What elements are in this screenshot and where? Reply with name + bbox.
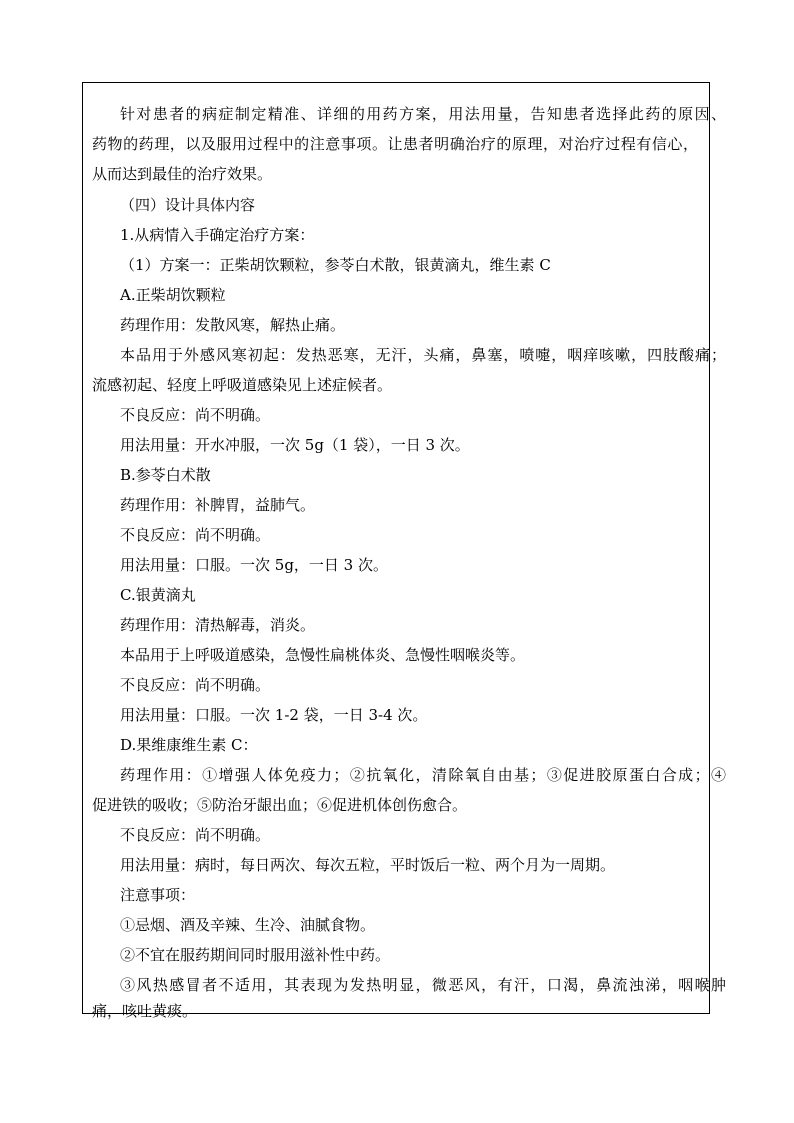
paragraph-line: 不良反应：尚不明确。: [120, 826, 271, 844]
paragraph-line: 药理作用：清热解毒，消炎。: [120, 616, 316, 634]
paragraph-line: 本品用于上呼吸道感染，急慢性扁桃体炎、急慢性咽喉炎等。: [120, 646, 526, 664]
paragraph-line: 用法用量：口服。一次 1-2 袋，一日 3-4 次。: [120, 706, 428, 724]
plan-heading: （1）方案一：正柴胡饮颗粒，参苓白术散，银黄滴丸，维生素 C: [120, 256, 551, 274]
paragraph-line: 用法用量：口服。一次 5g，一日 3 次。: [120, 556, 388, 574]
drug-heading: D.果维康维生素 C：: [120, 736, 258, 754]
paragraph-line: 流感初起、轻度上呼吸道感染见上述症候者。: [92, 376, 393, 394]
note-item: ①忌烟、酒及辛辣、生冷、油腻食物。: [120, 916, 376, 934]
note-item: ②不宜在服药期间同时服用滋补性中药。: [120, 946, 391, 964]
notes-heading: 注意事项：: [120, 886, 196, 904]
paragraph-line: 不良反应：尚不明确。: [120, 526, 271, 544]
paragraph-line: 药理作用：发散风寒，解热止痛。: [120, 316, 346, 334]
drug-heading: C.银黄滴丸: [120, 586, 196, 604]
note-item: 痛，咳吐黄痰。: [92, 1002, 198, 1020]
paragraph-line: 本品用于外感风寒初起：发热恶寒，无汗，头痛，鼻塞，喷嚏，咽痒咳嗽，四肢酸痛；: [120, 346, 726, 364]
paragraph-line: 用法用量：开水冲服，一次 5g（1 袋），一日 3 次。: [120, 436, 470, 454]
drug-heading: A.正柴胡饮颗粒: [120, 286, 226, 304]
paragraph-line: 针对患者的病症制定精准、详细的用药方案，用法用量，告知患者选择此药的原因、: [120, 105, 726, 123]
paragraph-line: 促进铁的吸收；⑤防治牙龈出血；⑥促进机体创伤愈合。: [92, 796, 468, 814]
drug-heading: B.参苓白术散: [120, 466, 211, 484]
paragraph-line: 药理作用：①增强人体免疫力；②抗氧化，清除氧自由基；③促进胶原蛋白合成；④: [120, 766, 726, 784]
paragraph-line: 从而达到最佳的治疗效果。: [92, 165, 273, 183]
section-heading: （四）设计具体内容: [120, 196, 256, 214]
paragraph-line: 药理作用：补脾胃，益肺气。: [120, 496, 316, 514]
paragraph-line: 药物的药理，以及服用过程中的注意事项。让患者明确治疗的原理，对治疗过程有信心，: [92, 135, 698, 153]
paragraph-line: 用法用量：病时，每日两次、每次五粒，平时饭后一粒、两个月为一周期。: [120, 856, 616, 874]
subsection-heading: 1.从病情入手确定治疗方案：: [120, 226, 315, 244]
note-item: ③风热感冒者不适用，其表现为发热明显，微恶风，有汗，口渴，鼻流浊涕，咽喉肿: [120, 976, 726, 994]
paragraph-line: 不良反应：尚不明确。: [120, 676, 271, 694]
paragraph-line: 不良反应：尚不明确。: [120, 406, 271, 424]
